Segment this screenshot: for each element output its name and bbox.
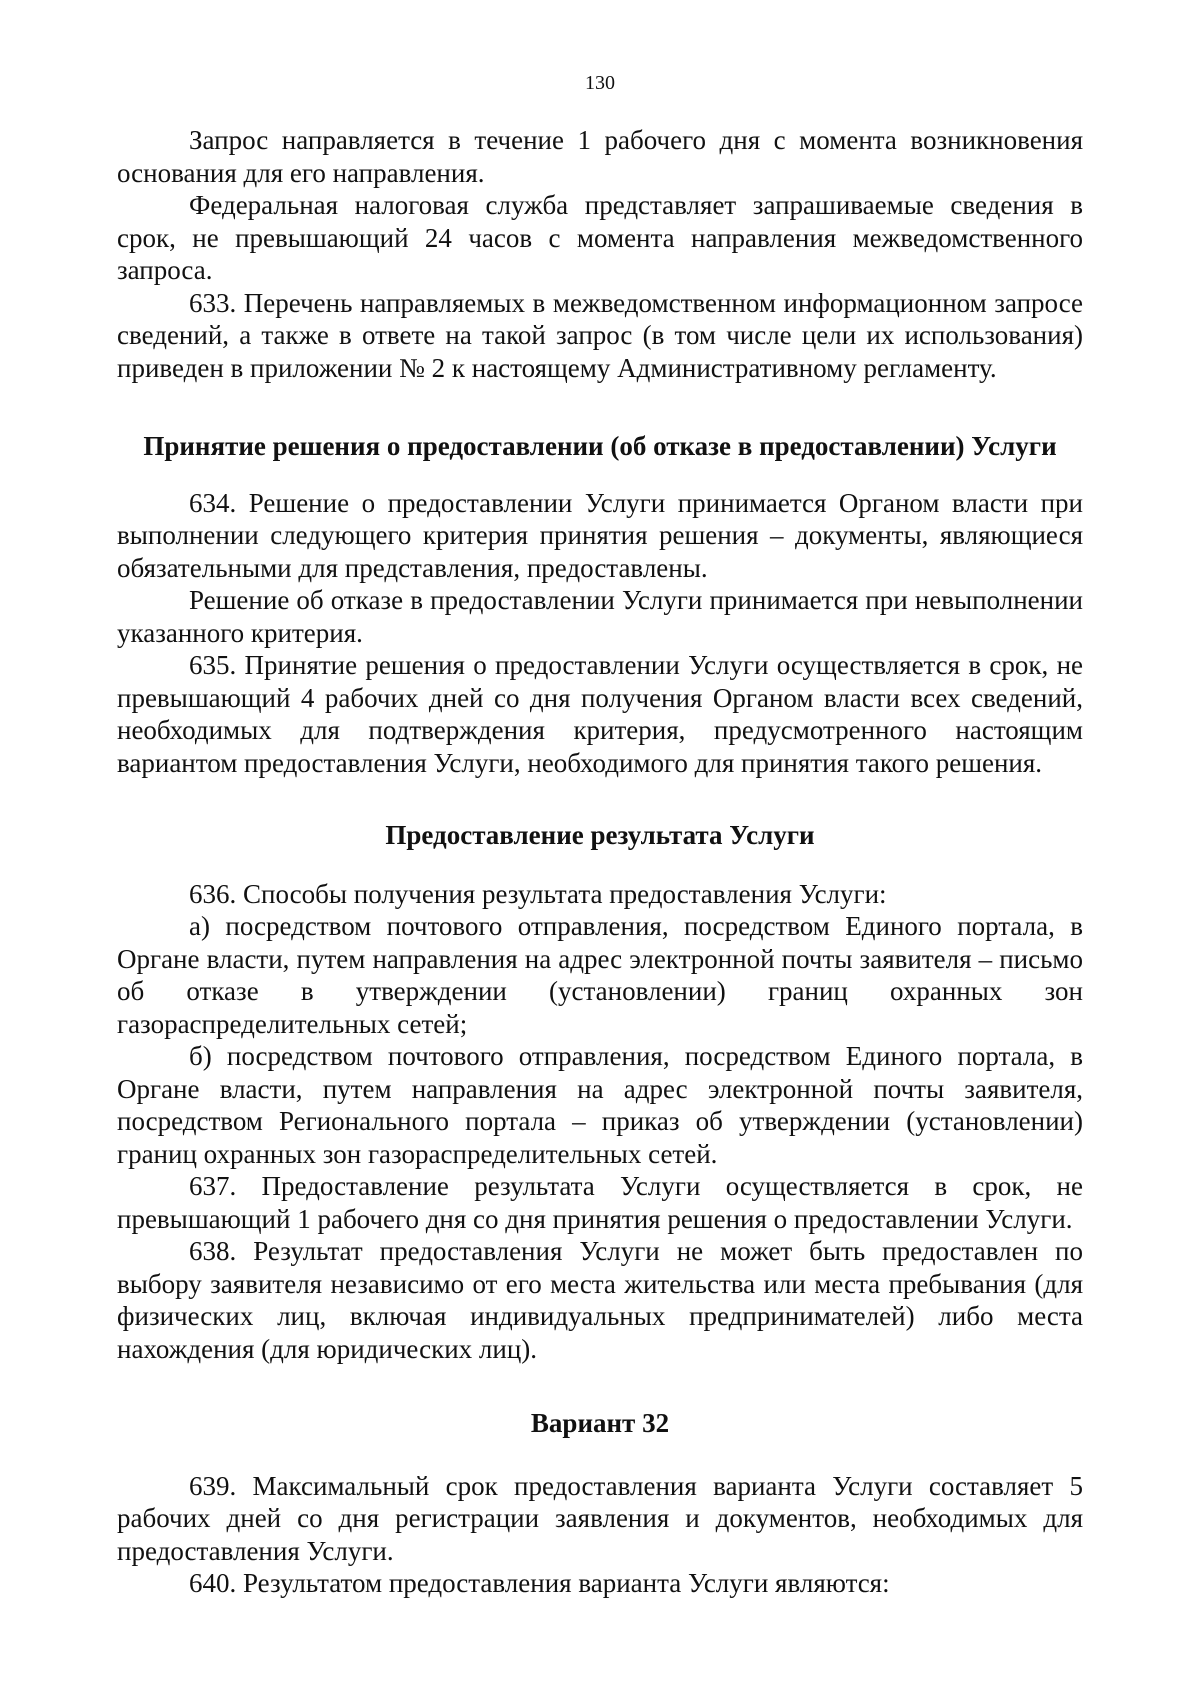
section-heading-decision: Принятие решения о предоставлении (об отказе в предоставлении) Услуги <box>143 431 1057 461</box>
paragraph-634: 634. Решение о предоставлении Услуги принимается Органом власти при выполнении следующего критерия принятия решения – документы, являющиеся обязательными для представления, предоставлены. <box>117 487 1083 583</box>
paragraph: Запрос направляется в течение 1 рабочего дня с момента возникновения основания для его направления. <box>117 125 1083 188</box>
section-heading-variant: Вариант 32 <box>530 1408 670 1438</box>
paragraph-639: 639. Максимальный срок предоставления варианта Услуги составляет 5 рабочих дней со дня регистрации заявления и документов, необходимых для предоставления Услуги. <box>117 1470 1083 1566</box>
paragraph: Федеральная налоговая служба представляет запрашиваемые сведения в срок, не превышающий 24 часов с момента направления межведомственного запроса. <box>117 190 1083 285</box>
paragraph-638: 638. Результат предоставления Услуги не может быть предоставлен по выбору заявителя независимо от его места жительства или места пребывания (для физических лиц, включая индивидуальных предпринимателей) либо места нахождения (для юридических лиц). <box>117 1236 1083 1364</box>
list-item-a: а) посредством почтового отправления, посредством Единого портала, в Органе власти, путем направления на адрес электронной почты заявителя – письмо об отказе в утверждении (установлении) границ охранных зон газораспределительных сетей; <box>117 911 1083 1039</box>
page-number: 130 <box>585 72 615 94</box>
section-heading-result: Предоставление результата Услуги <box>385 820 815 850</box>
list-item-b: б) посредством почтового отправления, посредством Единого портала, в Органе власти, путем направления на адрес электронной почты заявителя, посредством Регионального портала – приказ об утверждении (установлении) границ охранных зон газораспределительных сетей. <box>117 1041 1083 1169</box>
paragraph: Решение об отказе в предоставлении Услуги принимается при невыполнении указанного критерия. <box>117 585 1083 648</box>
paragraph-635: 635. Принятие решения о предоставлении Услуги осуществляется в срок, не превышающий 4 рабочих дней со дня получения Органом власти всех сведений, необходимых для подтверждения критерия, предусмотренного настоящим вариантом предоставления Услуги, необходимого для принятия такого решения. <box>117 650 1083 778</box>
paragraph-636: 636. Способы получения результата предоставления Услуги: <box>189 878 887 909</box>
document-body <box>117 124 1083 1600</box>
paragraph-640: 640. Результатом предоставления варианта Услуги являются: <box>189 1568 890 1598</box>
paragraph-633: 633. Перечень направляемых в межведомственном информационном запросе сведений, а также в ответе на такой запрос (в том числе цели их использования) приведен в приложении № 2 к настоящему Административному регламенту. <box>117 287 1083 383</box>
paragraph-637: 637. Предоставление результата Услуги осуществляется в срок, не превышающий 1 рабочего дня со дня принятия решения о предоставлении Услуги. <box>117 1171 1083 1234</box>
